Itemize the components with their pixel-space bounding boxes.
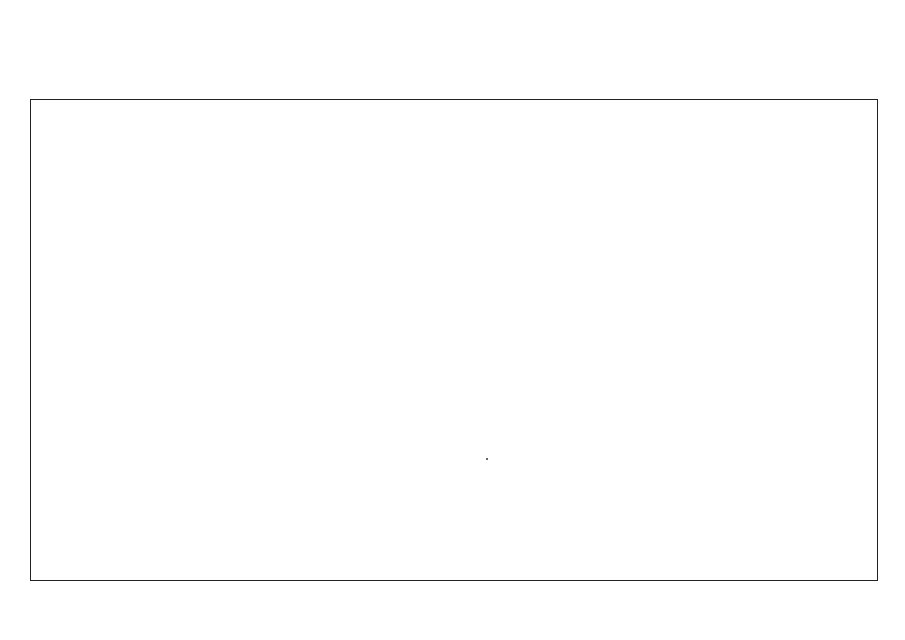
- stray-mark: [486, 458, 488, 460]
- budget-table: [30, 99, 878, 581]
